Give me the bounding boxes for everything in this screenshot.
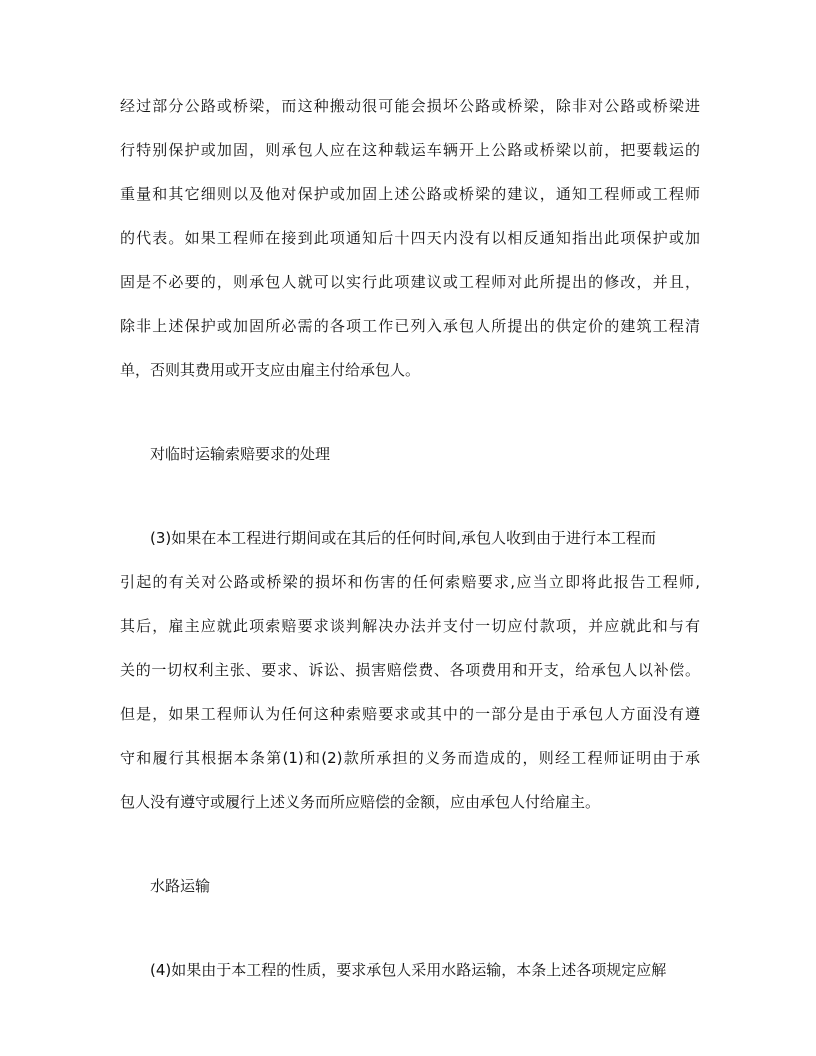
paragraph-line: 但是，如果工程师认为任何这种索赔要求或其中的一部分是由于承包人方面没有遵: [120, 705, 700, 723]
paragraph-line: 引起的有关对公路或桥梁的损坏和伤害的任何索赔要求,应当立即将此报告工程师,: [120, 573, 700, 591]
paragraph-line: 守和履行其根据本条第(1)和(2)款所承担的义务而造成的，则经工程师证明由于承: [120, 749, 700, 767]
paragraph-line: 行特别保护或加固，则承包人应在这种载运车辆开上公路或桥梁以前，把要载运的: [120, 141, 700, 159]
paragraph-line: 关的一切权利主张、要求、诉讼、损害赔偿费、各项费用和开支，给承包人以补偿。: [120, 661, 700, 679]
paragraph-line: (3)如果在本工程进行期间或在其后的任何时间,承包人收到由于进行本工程而: [150, 529, 657, 547]
paragraph-line: 包人没有遵守或履行上述义务而所应赔偿的金额，应由承包人付给雇主。: [120, 793, 601, 811]
paragraph-line: 固是不必要的，则承包人就可以实行此项建议或工程师对此所提出的修改，并且，: [120, 273, 700, 291]
paragraph-line: 经过部分公路或桥梁，而这种搬动很可能会损坏公路或桥梁，除非对公路或桥梁进: [120, 97, 700, 115]
paragraph-line: 除非上述保护或加固所必需的各项工作已列入承包人所提出的供定价的建筑工程清: [120, 317, 700, 335]
paragraph-line: (4)如果由于本工程的性质，要求承包人采用水路运输，本条上述各项规定应解: [150, 961, 667, 979]
section-heading: 水路运输: [150, 877, 211, 895]
paragraph-line: 单，否则其费用或开支应由雇主付给承包人。: [120, 361, 421, 379]
paragraph-line: 的代表。如果工程师在接到此项通知后十四天内没有以相反通知指出此项保护或加: [120, 229, 700, 247]
section-heading: 对临时运输索赔要求的处理: [150, 445, 331, 463]
paragraph-line: 重量和其它细则以及他对保护或加固上述公路或桥梁的建议，通知工程师或工程师: [120, 185, 700, 203]
paragraph-line: 其后，雇主应就此项索赔要求谈判解决办法并支付一切应付款项，并应就此和与有: [120, 617, 700, 635]
